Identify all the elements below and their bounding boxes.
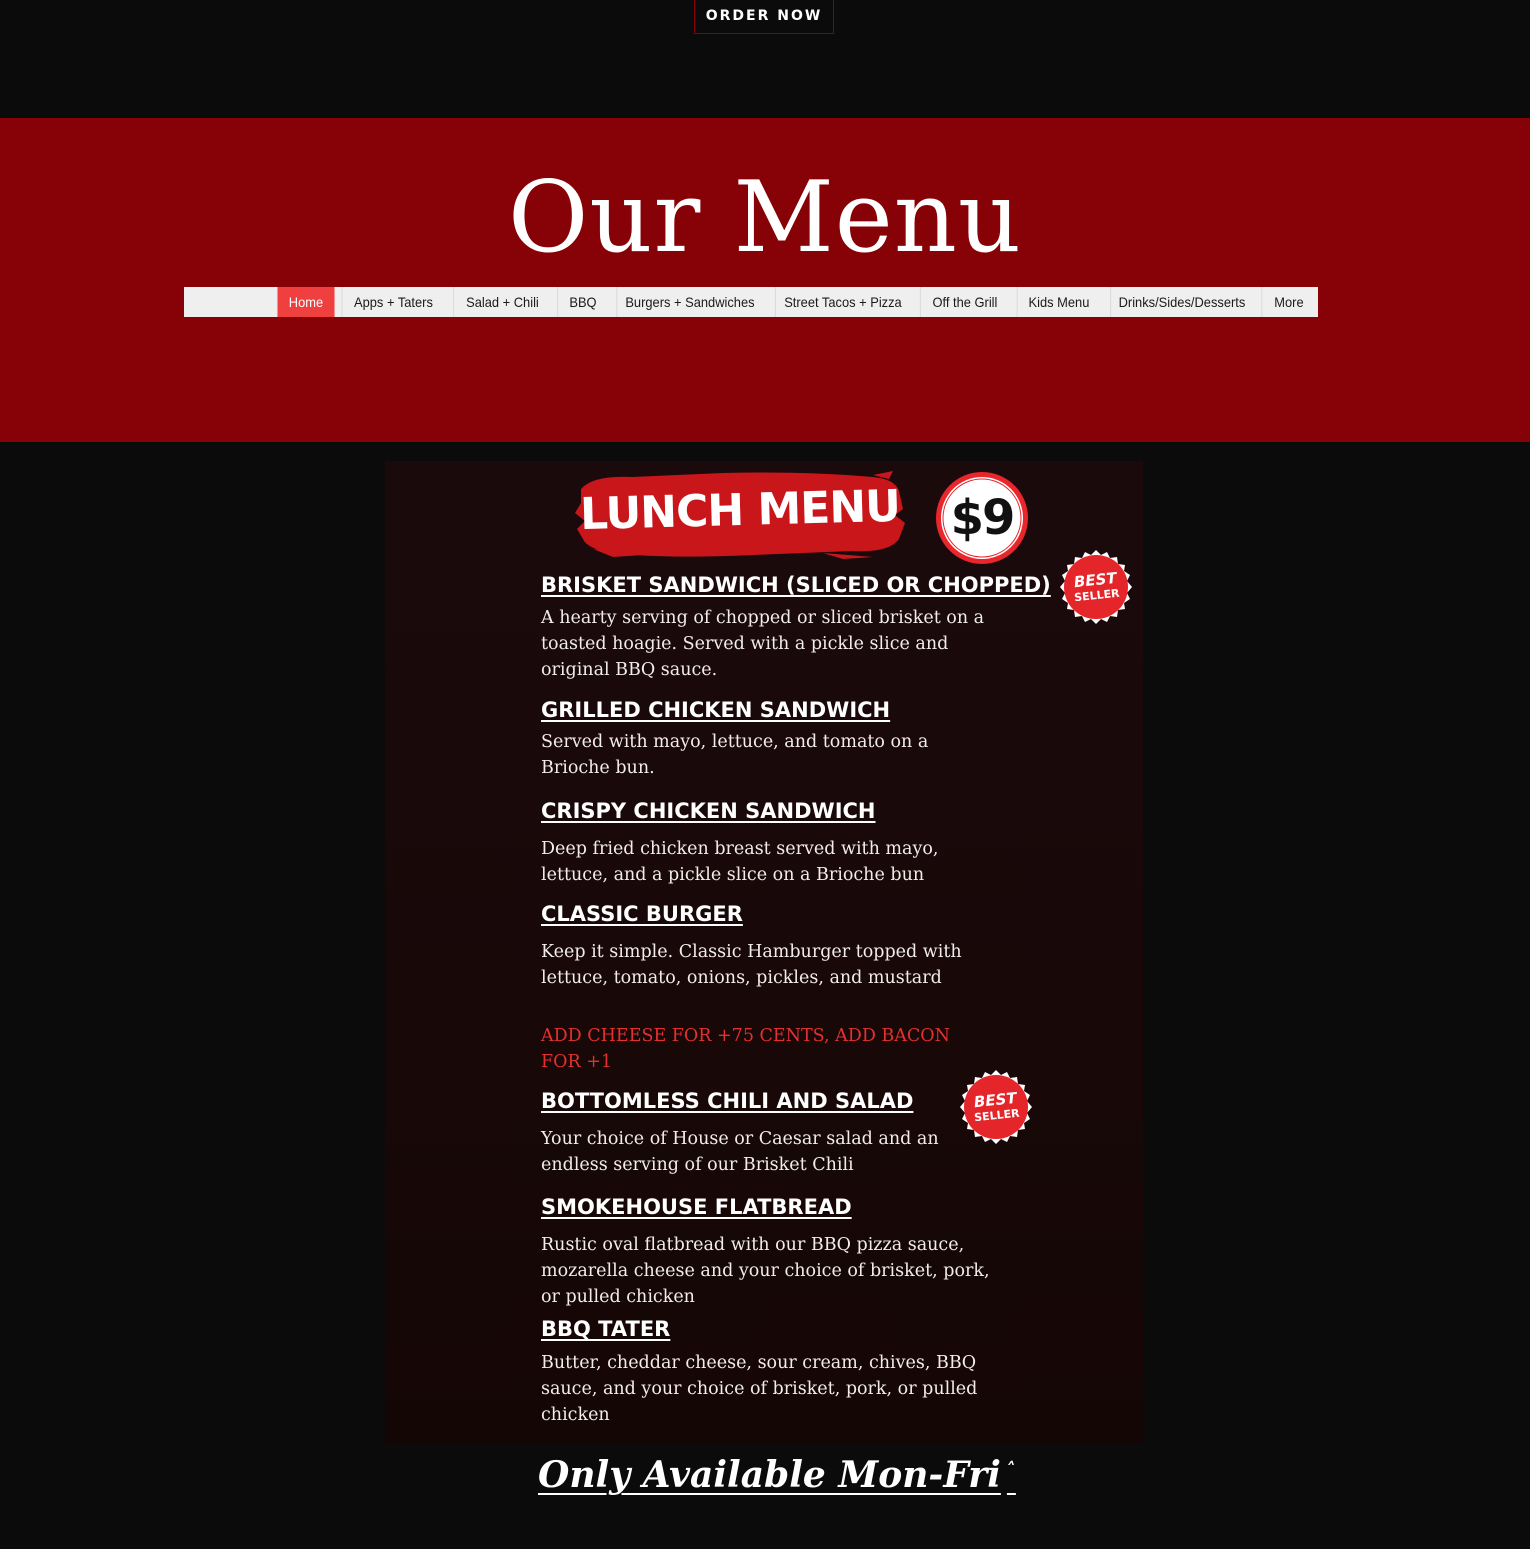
menu-item-description: Rustic oval flatbread with our BBQ pizza sauce, mozarella cheese and your choice of brisket, pork, or pulled chicken — [541, 1235, 990, 1307]
nav-item-salad-chili[interactable]: Salad + Chili — [453, 287, 551, 317]
menu-item-description: A hearty serving of chopped or sliced brisket on a toasted hoagie. Served with a pickle slice and original BBQ sauce. — [541, 608, 985, 680]
availability-text: Only Available Mon-Fri — [538, 1454, 1001, 1496]
page-title: Our Menu — [507, 161, 1023, 275]
nav-item-kids-menu[interactable]: Kids Menu — [1017, 287, 1101, 317]
lunch-menu-heading: LUNCH MENU — [579, 480, 901, 541]
menu-item-title: BRISKET SANDWICH (SLICED OR CHOPPED) — [541, 573, 1051, 597]
menu-item-title: CLASSIC BURGER — [541, 902, 743, 926]
seller-label: SELLER — [973, 1106, 1021, 1124]
menu-nav-bar — [184, 287, 1318, 317]
menu-item-title: SMOKEHOUSE FLATBREAD — [541, 1195, 852, 1219]
menu-item-description: Keep it simple. Classic Hamburger topped with lettuce, tomato, onions, pickles, and mustard — [541, 942, 962, 988]
menu-item-addon-note: ADD CHEESE FOR +75 CENTS, ADD BACON FOR +1 — [541, 1026, 950, 1072]
menu-item-title: BOTTOMLESS CHILI AND SALAD — [541, 1089, 914, 1113]
nav-item-more[interactable]: More — [1261, 287, 1315, 317]
nav-item-bbq[interactable]: BBQ — [557, 287, 608, 317]
nav-item-burgers-sandwiches[interactable]: Burgers + Sandwiches — [616, 287, 762, 317]
hero-banner — [0, 118, 1530, 442]
nav-item-drinks-sides-desserts[interactable]: Drinks/Sides/Desserts — [1110, 287, 1253, 317]
order-now-button[interactable]: ORDER NOW — [694, 0, 834, 34]
nav-item-off-the-grill[interactable]: Off the Grill — [920, 287, 1009, 317]
seller-label: SELLER — [1073, 586, 1121, 604]
menu-item-description: Served with mayo, lettuce, and tomato on a Brioche bun. — [541, 732, 929, 778]
nav-spacer — [184, 287, 275, 317]
menu-item-title: CRISPY CHICKEN SANDWICH — [541, 799, 876, 823]
availability-link[interactable] — [538, 1444, 1016, 1501]
nav-item-street-tacos-pizza[interactable]: Street Tacos + Pizza — [775, 287, 910, 317]
menu-item-description: Deep fried chicken breast served with mayo, lettuce, and a pickle slice on a Brioche bun — [541, 839, 939, 885]
best-label: BEST — [973, 1088, 1018, 1111]
menu-item-description: Butter, cheddar cheese, sour cream, chives, BBQ sauce, and your choice of brisket, pork, or pulled chicken — [541, 1353, 978, 1425]
nav-item-home[interactable]: Home — [277, 287, 334, 317]
menu-item-title: BBQ TATER — [541, 1317, 671, 1341]
best-seller-text — [1054, 545, 1138, 629]
lunch-menu-board — [385, 461, 1143, 1443]
nav-item-apps-taters[interactable]: Apps + Taters — [341, 287, 444, 317]
best-seller-badge — [1058, 549, 1134, 625]
menu-item-title: GRILLED CHICKEN SANDWICH — [541, 698, 891, 722]
lunch-menu-banner — [573, 469, 907, 559]
best-label: BEST — [1073, 568, 1118, 591]
price-label: $9 — [950, 490, 1014, 546]
caret-up-icon: ˄ — [1006, 1459, 1016, 1480]
menu-item-description: Your choice of House or Caesar salad and an endless serving of our Brisket Chili — [541, 1129, 939, 1175]
price-badge — [935, 471, 1029, 565]
